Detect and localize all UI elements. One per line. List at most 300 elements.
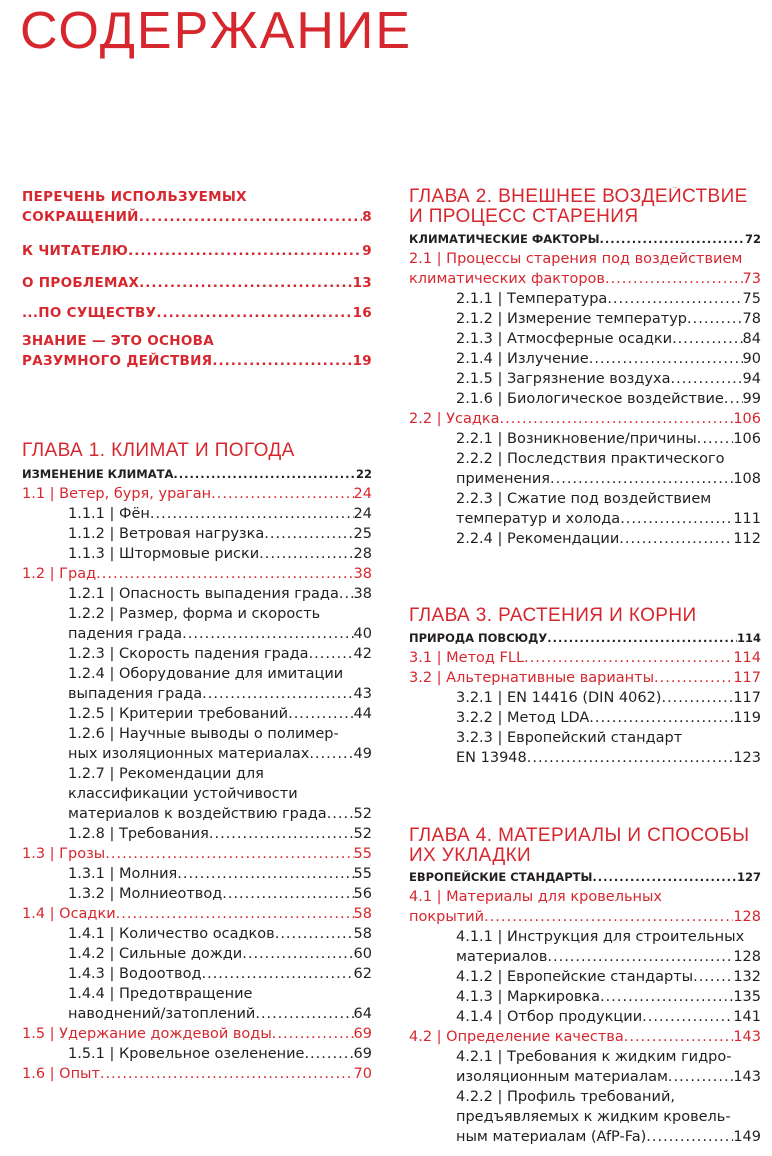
dot-leader — [100, 1064, 354, 1084]
dot-leader — [182, 624, 353, 644]
toc-entry-title: СОКРАЩЕНИЙ — [22, 209, 139, 225]
toc-entry — [409, 409, 761, 429]
chapter-1-title — [22, 441, 372, 461]
dot-leader — [327, 804, 354, 824]
toc-entry-row — [409, 748, 761, 768]
toc-entry-title: 2.2 | Усадка — [409, 411, 500, 427]
chapter-3-title — [409, 606, 761, 626]
toc-page-number: 106 — [733, 411, 761, 427]
toc-entry-row — [22, 684, 372, 704]
chapter-4-title — [409, 826, 761, 866]
toc-entry-line: предъявляемых к жидким кровель- — [456, 1109, 731, 1125]
toc-entry-line: 4.2.2 | Профиль требований, — [456, 1089, 675, 1105]
dot-leader — [96, 564, 353, 584]
toc-entry-row — [22, 864, 372, 884]
dot-leader — [589, 349, 743, 369]
toc-entry-row — [22, 1004, 372, 1024]
chapter-title-line: ГЛАВА 1. КЛИМАТ И ПОГОДА — [22, 441, 295, 461]
toc-page-number: 38 — [353, 566, 372, 582]
toc-entry-line: 2.2.2 | Последствия практического — [456, 451, 725, 467]
dot-leader — [484, 907, 733, 927]
toc-entry-title: 1.4.1 | Количество осадков — [68, 926, 275, 942]
toc-page-number: 19 — [352, 353, 372, 369]
section-title: КЛИМАТИЧЕСКИЕ ФАКТОРЫ — [409, 232, 600, 246]
chapter-title-line: ГЛАВА 2. ВНЕШНЕЕ ВОЗДЕЙСТВИЕ — [409, 187, 748, 207]
dot-leader — [693, 967, 733, 987]
toc-entry-title: ...ПО СУЩЕСТВУ — [22, 305, 157, 321]
toc-entry-title: РАЗУМНОГО ДЕЙСТВИЯ — [22, 353, 213, 369]
toc-entry-row — [22, 303, 372, 323]
toc-entry — [409, 389, 761, 409]
toc-page-number: 78 — [742, 311, 761, 327]
dot-leader — [202, 684, 353, 704]
toc-entry-line: 4.1.1 | Инструкция для строительных — [456, 929, 745, 945]
toc-entry-title: 1.4.3 | Водоотвод — [68, 966, 202, 982]
toc-page-number: 90 — [742, 351, 761, 367]
toc-entry — [409, 449, 761, 489]
toc-page-number: 108 — [733, 471, 761, 487]
toc-entry-row — [22, 1064, 372, 1084]
toc-entry-title: 4.1.4 | Отбор продукции — [456, 1009, 643, 1025]
dot-leader — [201, 964, 353, 984]
toc-page-number: 127 — [736, 870, 761, 884]
dot-leader — [272, 1024, 354, 1044]
toc-page-number: 135 — [733, 989, 761, 1005]
section-title: ЕВРОПЕЙСКИЕ СТАНДАРТЫ — [409, 870, 593, 884]
toc-page-number: 72 — [744, 232, 761, 246]
toc-entry-title: 1.4 | Осадки — [22, 906, 116, 922]
toc-entry-row — [409, 469, 761, 489]
toc-entry — [22, 884, 372, 904]
toc-entry-title: 3.2 | Альтернативные варианты — [409, 670, 655, 686]
toc-entry-row — [22, 824, 372, 844]
toc-entry-row — [22, 624, 372, 644]
toc-entry-title: 1.6 | Опыт — [22, 1066, 100, 1082]
toc-entry-row — [409, 529, 761, 549]
toc-entry — [409, 708, 761, 728]
toc-entry-title: 1.5 | Удержание дождевой воды — [22, 1026, 272, 1042]
dot-leader — [724, 389, 743, 409]
toc-entry-row — [22, 484, 372, 504]
toc-entry — [22, 844, 372, 864]
toc-entry — [409, 927, 761, 967]
toc-entry-title: 2.1.4 | Излучение — [456, 351, 589, 367]
toc-entry-title: 4.1.3 | Маркировка — [456, 989, 601, 1005]
toc-page-number: 49 — [353, 746, 372, 762]
toc-entry — [409, 887, 761, 927]
toc-entry-row — [22, 704, 372, 724]
toc-entry-title: падения града — [68, 626, 183, 642]
toc-entry-row — [22, 804, 372, 824]
toc-entry-title: наводнений/затоплений — [68, 1006, 256, 1022]
toc-entry-row — [409, 409, 761, 429]
toc-entry-title: 4.1.2 | Европейские стандарты — [456, 969, 694, 985]
toc-page-number: 44 — [353, 706, 372, 722]
toc-entry-row — [22, 1024, 372, 1044]
toc-entry — [409, 289, 761, 309]
dot-leader — [697, 429, 734, 449]
toc-entry — [409, 429, 761, 449]
toc-entry-row — [22, 241, 372, 261]
dot-leader — [527, 748, 734, 768]
toc-entry-row — [22, 351, 372, 371]
toc-entry — [22, 273, 372, 293]
toc-page-number: 114 — [736, 631, 761, 645]
toc-page-number: 69 — [353, 1026, 372, 1042]
toc-entry-line: 1.2.7 | Рекомендации для — [68, 766, 264, 782]
section-row — [409, 628, 761, 648]
toc-entry-title: климатических факторов — [409, 271, 605, 287]
toc-entry-title: изоляционным материалам — [456, 1069, 668, 1085]
toc-entry — [22, 944, 372, 964]
dot-leader — [211, 484, 353, 504]
page-title: СОДЕРЖАНИЕ — [20, 2, 413, 60]
toc-entry — [22, 484, 372, 504]
toc-page-number: 52 — [353, 826, 372, 842]
toc-entry-row — [409, 907, 761, 927]
toc-entry-title: 1.3.2 | Молниеотвод — [68, 886, 223, 902]
toc-entry-line: 4.1 | Материалы для кровельных — [409, 889, 663, 905]
toc-entry-row — [409, 947, 761, 967]
toc-page-number: 99 — [742, 391, 761, 407]
toc-page-number: 60 — [353, 946, 372, 962]
toc-entry-title: О ПРОБЛЕМАХ — [22, 275, 140, 291]
toc-entry — [409, 1087, 761, 1147]
toc-entry — [409, 349, 761, 369]
chapter-2-entries — [409, 249, 761, 549]
toc-entry — [409, 987, 761, 1007]
dot-leader — [173, 464, 356, 484]
toc-entry-title: 1.1 | Ветер, буря, ураган — [22, 486, 212, 502]
toc-entry-title: 1.2.1 | Опасность выпадения града — [68, 586, 339, 602]
toc-page-number: 123 — [733, 750, 761, 766]
toc-entry-row — [22, 1044, 372, 1064]
toc-page-number: 24 — [353, 506, 372, 522]
toc-entry — [22, 644, 372, 664]
toc-entry-row — [409, 967, 761, 987]
dot-leader — [642, 1007, 733, 1027]
toc-page-number: 25 — [353, 526, 372, 542]
toc-page-number: 16 — [352, 305, 372, 321]
toc-page-number: 13 — [352, 275, 372, 291]
dot-leader — [672, 329, 742, 349]
toc-entry — [22, 303, 372, 323]
toc-entry — [409, 967, 761, 987]
toc-entry-title: выпадения града — [68, 686, 203, 702]
dot-leader — [255, 1004, 353, 1024]
toc-entry-title: 2.1.1 | Температура — [456, 291, 608, 307]
toc-entry-row — [409, 668, 761, 688]
toc-entry — [22, 724, 372, 764]
chapter-title-line: И ПРОЦЕСС СТАРЕНИЯ — [409, 207, 639, 227]
toc-page-number: 143 — [733, 1069, 761, 1085]
toc-entry-title: 1.2 | Град — [22, 566, 97, 582]
dot-leader — [150, 504, 354, 524]
toc-entry-row — [22, 904, 372, 924]
toc-entry-line: 2.1 | Процессы старения под воздействием — [409, 251, 743, 267]
toc-page-number: 128 — [733, 949, 761, 965]
toc-entry-line: 4.2.1 | Требования к жидким гидро- — [456, 1049, 732, 1065]
toc-entry — [409, 329, 761, 349]
dot-leader — [524, 648, 733, 668]
toc-entry-line: классификации устойчивости — [68, 786, 298, 802]
toc-entry-title: 1.5.1 | Кровельное озеленение — [68, 1046, 305, 1062]
toc-entry-title: 3.2.2 | Метод LDA — [456, 710, 590, 726]
toc-entry — [22, 331, 372, 371]
toc-page-number: 64 — [353, 1006, 372, 1022]
toc-entry-title: материалов — [456, 949, 548, 965]
toc-entry-title: 3.1 | Метод FLL — [409, 650, 525, 666]
toc-entry — [22, 504, 372, 524]
dot-leader — [209, 824, 354, 844]
toc-entry-title: 2.1.5 | Загрязнение воздуха — [456, 371, 671, 387]
toc-page-number: 114 — [733, 650, 761, 666]
toc-entry-row — [409, 1027, 761, 1047]
toc-entry — [22, 904, 372, 924]
toc-page-number: 75 — [742, 291, 761, 307]
toc-entry — [22, 984, 372, 1024]
dot-leader — [550, 469, 733, 489]
toc-entry — [22, 1044, 372, 1064]
dot-leader — [670, 369, 742, 389]
toc-entry-row — [409, 1007, 761, 1027]
toc-entry-line: 2.2.3 | Сжатие под воздействием — [456, 491, 712, 507]
toc-entry-row — [22, 524, 372, 544]
toc-page-number: 40 — [353, 626, 372, 642]
toc-entry-row — [409, 429, 761, 449]
toc-page-number: 70 — [353, 1066, 372, 1082]
toc-entry-row — [22, 584, 372, 604]
dot-leader — [547, 947, 733, 967]
toc-entry-row — [22, 273, 372, 293]
toc-entry-line: 3.2.3 | Европейский стандарт — [456, 730, 683, 746]
toc-entry-title: 2.2.4 | Рекомендации — [456, 531, 620, 547]
dot-leader — [259, 544, 353, 564]
dot-leader — [128, 241, 362, 261]
toc-entry-line: 1.2.4 | Оборудование для имитации — [68, 666, 344, 682]
dot-leader — [547, 628, 737, 648]
toc-page-number: 28 — [353, 546, 372, 562]
toc-entry-row — [22, 207, 372, 227]
dot-leader — [500, 409, 734, 429]
toc-entry-row — [409, 349, 761, 369]
toc-entry-title: 1.4.2 | Сильные дожди — [68, 946, 243, 962]
chapter-3-entries — [409, 648, 761, 768]
toc-entry — [409, 1027, 761, 1047]
toc-entry — [22, 564, 372, 584]
dot-leader — [156, 303, 352, 323]
chapter-2-title — [409, 187, 761, 227]
toc-entry-row — [22, 844, 372, 864]
toc-entry-title: температур и холода — [456, 511, 621, 527]
toc-entry — [22, 584, 372, 604]
toc-entry — [22, 864, 372, 884]
toc-entry-row — [409, 1067, 761, 1087]
toc-entry-row — [22, 944, 372, 964]
toc-entry-title: материалов к воздействию града — [68, 806, 327, 822]
toc-page-number: 128 — [733, 909, 761, 925]
toc-entry — [22, 924, 372, 944]
dot-leader — [589, 708, 733, 728]
dot-leader — [620, 509, 733, 529]
dot-leader — [242, 944, 353, 964]
dot-leader — [600, 229, 745, 249]
toc-page-number: 119 — [733, 710, 761, 726]
toc-entry-row — [22, 564, 372, 584]
toc-entry — [22, 187, 372, 227]
toc-entry — [22, 1024, 372, 1044]
toc-page-number: 62 — [353, 966, 372, 982]
chapter-1-section — [22, 464, 372, 484]
section-row — [22, 464, 372, 484]
dot-leader — [177, 864, 353, 884]
toc-page-number: 42 — [353, 646, 372, 662]
toc-page-number: 38 — [353, 586, 372, 602]
toc-entry — [409, 1047, 761, 1087]
dot-leader — [304, 1044, 353, 1064]
chapter-2-section — [409, 229, 761, 249]
toc-entry — [22, 544, 372, 564]
toc-entry — [409, 1007, 761, 1027]
dot-leader — [288, 704, 353, 724]
dot-leader — [309, 644, 354, 664]
dot-leader — [275, 924, 354, 944]
toc-entry — [22, 241, 372, 261]
dot-leader — [116, 904, 354, 924]
toc-page-number: 132 — [733, 969, 761, 985]
toc-entry-row — [409, 309, 761, 329]
toc-page-number: 141 — [733, 1009, 761, 1025]
toc-entry-line: ПЕРЕЧЕНЬ ИСПОЛЬЗУЕМЫХ — [22, 189, 247, 205]
toc-page-number: 58 — [353, 926, 372, 942]
dot-leader — [212, 351, 352, 371]
chapter-3-section — [409, 628, 761, 648]
toc-entry-title: 2.1.3 | Атмосферные осадки — [456, 331, 673, 347]
toc-page-number: 22 — [355, 467, 372, 481]
toc-entry-title: 4.2 | Определение качества — [409, 1029, 624, 1045]
toc-entry-row — [409, 369, 761, 389]
toc-entry-title: 2.2.1 | Возникновение/причины — [456, 431, 697, 447]
toc-page-number: 112 — [733, 531, 761, 547]
chapter-1-entries — [22, 484, 372, 1084]
toc-page-number: 9 — [362, 243, 372, 259]
dot-leader — [600, 987, 733, 1007]
toc-entry-row — [409, 708, 761, 728]
dot-leader — [105, 844, 353, 864]
dot-leader — [624, 1027, 734, 1047]
toc-entry-row — [22, 744, 372, 764]
toc-entry — [409, 489, 761, 529]
toc-entry-title: 1.1.3 | Штормовые риски — [68, 546, 260, 562]
toc-entry-row — [409, 648, 761, 668]
toc-page-number: 55 — [353, 866, 372, 882]
toc-entry — [409, 529, 761, 549]
toc-entry-title: 1.2.3 | Скорость падения града — [68, 646, 309, 662]
toc-page-number: 58 — [353, 906, 372, 922]
toc-entry-row — [409, 987, 761, 1007]
toc-entry — [22, 524, 372, 544]
toc-entry-row — [22, 544, 372, 564]
dot-leader — [687, 309, 743, 329]
dot-leader — [654, 668, 733, 688]
toc-entry — [22, 704, 372, 724]
toc-page-number: 149 — [733, 1129, 761, 1145]
toc-entry — [409, 249, 761, 289]
chapter-title-line: ГЛАВА 4. МАТЕРИАЛЫ И СПОСОБЫ — [409, 826, 750, 846]
toc-page-number: 55 — [353, 846, 372, 862]
toc-entry-title: применения — [456, 471, 550, 487]
toc-entry — [22, 964, 372, 984]
toc-entry-row — [22, 924, 372, 944]
toc-page-number: 94 — [742, 371, 761, 387]
toc-entry-row — [22, 504, 372, 524]
toc-entry — [409, 688, 761, 708]
section-title: ИЗМЕНЕНИЕ КЛИМАТА — [22, 467, 174, 481]
dot-leader — [264, 524, 353, 544]
dot-leader — [661, 688, 733, 708]
toc-entry-row — [409, 269, 761, 289]
toc-page-number: 73 — [742, 271, 761, 287]
chapter-4-section — [409, 867, 761, 887]
toc-entry-title: 1.2.8 | Требования — [68, 826, 209, 842]
toc-entry-title: ных изоляционных материалах — [68, 746, 310, 762]
toc-entry-row — [409, 509, 761, 529]
toc-entry-line: ЗНАНИЕ — ЭТО ОСНОВА — [22, 333, 214, 349]
toc-entry-title: покрытий — [409, 909, 485, 925]
dot-leader — [339, 584, 354, 604]
toc-entry — [22, 664, 372, 704]
toc-entry-line: 1.4.4 | Предотвращение — [68, 986, 253, 1002]
dot-leader — [619, 529, 733, 549]
toc-entry-row — [409, 688, 761, 708]
toc-entry — [409, 309, 761, 329]
toc-entry-row — [22, 644, 372, 664]
toc-entry — [409, 648, 761, 668]
dot-leader — [646, 1127, 733, 1147]
toc-entry-line: 1.2.2 | Размер, форма и скорость — [68, 606, 321, 622]
toc-entry-title: 2.1.2 | Измерение температур — [456, 311, 688, 327]
toc-page-number: 24 — [353, 486, 372, 502]
toc-entry-row — [22, 964, 372, 984]
dot-leader — [139, 207, 363, 227]
toc-entry-row — [409, 329, 761, 349]
dot-leader — [592, 867, 737, 887]
toc-page-number: 117 — [733, 690, 761, 706]
front-matter-list — [22, 187, 372, 371]
toc-entry — [22, 824, 372, 844]
toc-entry-title: ным материалам (AfP-Fa) — [456, 1129, 647, 1145]
dot-leader — [309, 744, 353, 764]
toc-page-number: 111 — [733, 511, 761, 527]
toc-entry-row — [22, 884, 372, 904]
toc-entry-title: 1.3 | Грозы — [22, 846, 106, 862]
toc-entry — [409, 728, 761, 768]
toc-entry-title: EN 13948 — [456, 750, 527, 766]
section-row — [409, 229, 761, 249]
toc-page-number: 43 — [353, 686, 372, 702]
toc-entry — [409, 668, 761, 688]
toc-entry — [22, 604, 372, 644]
toc-entry-title: К ЧИТАТЕЛЮ — [22, 243, 129, 259]
toc-entry — [22, 1064, 372, 1084]
toc-entry-title: 1.3.1 | Молния — [68, 866, 178, 882]
toc-page-number: 8 — [362, 209, 372, 225]
toc-page-number: 52 — [353, 806, 372, 822]
section-row — [409, 867, 761, 887]
chapter-title-line: ИХ УКЛАДКИ — [409, 846, 532, 866]
dot-leader — [668, 1067, 733, 1087]
toc-entry — [22, 764, 372, 824]
